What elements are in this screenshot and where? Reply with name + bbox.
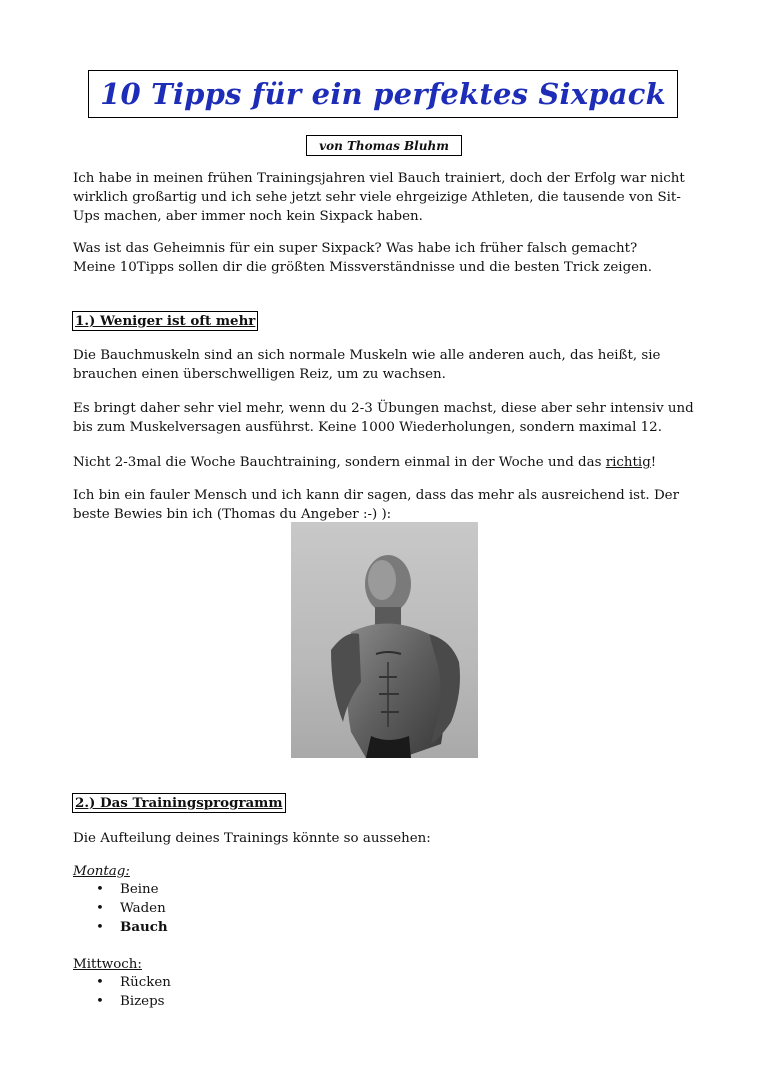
section-1-heading: 1.) Weniger ist oft mehr bbox=[72, 311, 258, 331]
section-1-paragraph-2 bbox=[73, 399, 698, 437]
bullet: • bbox=[96, 975, 104, 990]
text-line bbox=[73, 453, 698, 472]
text-line: wirklich großartig und ich sehe jetzt sehr viele ehrgeizige Athleten, die tausende von Sit- bbox=[73, 190, 681, 205]
text-run: ! bbox=[650, 455, 657, 470]
emphasis-richtig: richtig bbox=[605, 455, 651, 470]
title-frame bbox=[88, 70, 678, 118]
section-2-intro bbox=[73, 829, 698, 848]
section-2-heading: 2.) Das Trainingsprogramm bbox=[72, 793, 286, 813]
intro-paragraph-2 bbox=[73, 239, 698, 277]
text-line: brauchen einen überschwelligen Reiz, um zu wachsen. bbox=[73, 367, 446, 382]
list-item-label: Beine bbox=[120, 882, 159, 897]
list-item bbox=[96, 899, 168, 918]
bullet: • bbox=[96, 920, 104, 935]
bullet: • bbox=[96, 901, 104, 916]
list-item-label: Rücken bbox=[120, 975, 171, 990]
bullet: • bbox=[96, 994, 104, 1009]
list-item-label: Bizeps bbox=[120, 994, 165, 1009]
list-item-label: Bauch bbox=[120, 919, 168, 935]
text-line: Es bringt daher sehr viel mehr, wenn du 2-3 Übungen machst, diese aber sehr intensiv und bbox=[73, 401, 694, 416]
section-1-paragraph-3 bbox=[73, 453, 698, 472]
list-item bbox=[96, 880, 168, 899]
athlete-photo bbox=[291, 522, 478, 758]
list-item-label: Waden bbox=[120, 901, 166, 916]
author-byline: von Thomas Bluhm bbox=[319, 138, 449, 153]
text-line: Ups machen, aber immer noch kein Sixpack haben. bbox=[73, 209, 423, 224]
section-1-paragraph-1 bbox=[73, 346, 698, 384]
list-item bbox=[96, 992, 171, 1011]
list-item bbox=[96, 918, 168, 937]
intro-paragraph-1 bbox=[73, 169, 698, 226]
text-line: Die Bauchmuskeln sind an sich normale Muskeln wie alle anderen auch, das heißt, sie bbox=[73, 348, 661, 363]
section-1-paragraph-4 bbox=[73, 486, 698, 524]
bullet: • bbox=[96, 882, 104, 897]
monday-list bbox=[96, 880, 168, 937]
text-line: Meine 10Tipps sollen dir die größten Missverständnisse und die besten Trick zeigen. bbox=[73, 260, 652, 275]
text-line: Ich bin ein fauler Mensch und ich kann dir sagen, dass das mehr als ausreichend ist. Der bbox=[73, 488, 680, 503]
text-line: Was ist das Geheimnis für ein super Sixpack? Was habe ich früher falsch gemacht? bbox=[73, 241, 638, 256]
text-run: Nicht 2-3mal die Woche Bauchtraining, sondern einmal in der Woche und das bbox=[73, 455, 606, 470]
athlete-photo-illustration bbox=[291, 522, 478, 758]
day-label-monday: Montag: bbox=[73, 864, 130, 879]
list-item bbox=[96, 973, 171, 992]
text-line: Ich habe in meinen frühen Trainingsjahren viel Bauch trainiert, doch der Erfolg war nicht bbox=[73, 171, 685, 186]
text-line: bis zum Muskelversagen ausführst. Keine 1000 Wiederholungen, sondern maximal 12. bbox=[73, 420, 662, 435]
byline-frame bbox=[306, 135, 462, 156]
day-label-wednesday: Mittwoch: bbox=[73, 957, 142, 972]
document-title: 10 Tipps für ein perfektes Sixpack bbox=[100, 77, 666, 111]
text-line: beste Bewies bin ich (Thomas du Angeber :-) ): bbox=[73, 507, 392, 522]
wednesday-list bbox=[96, 973, 171, 1011]
text-line: Die Aufteilung deines Trainings könnte so aussehen: bbox=[73, 831, 431, 846]
